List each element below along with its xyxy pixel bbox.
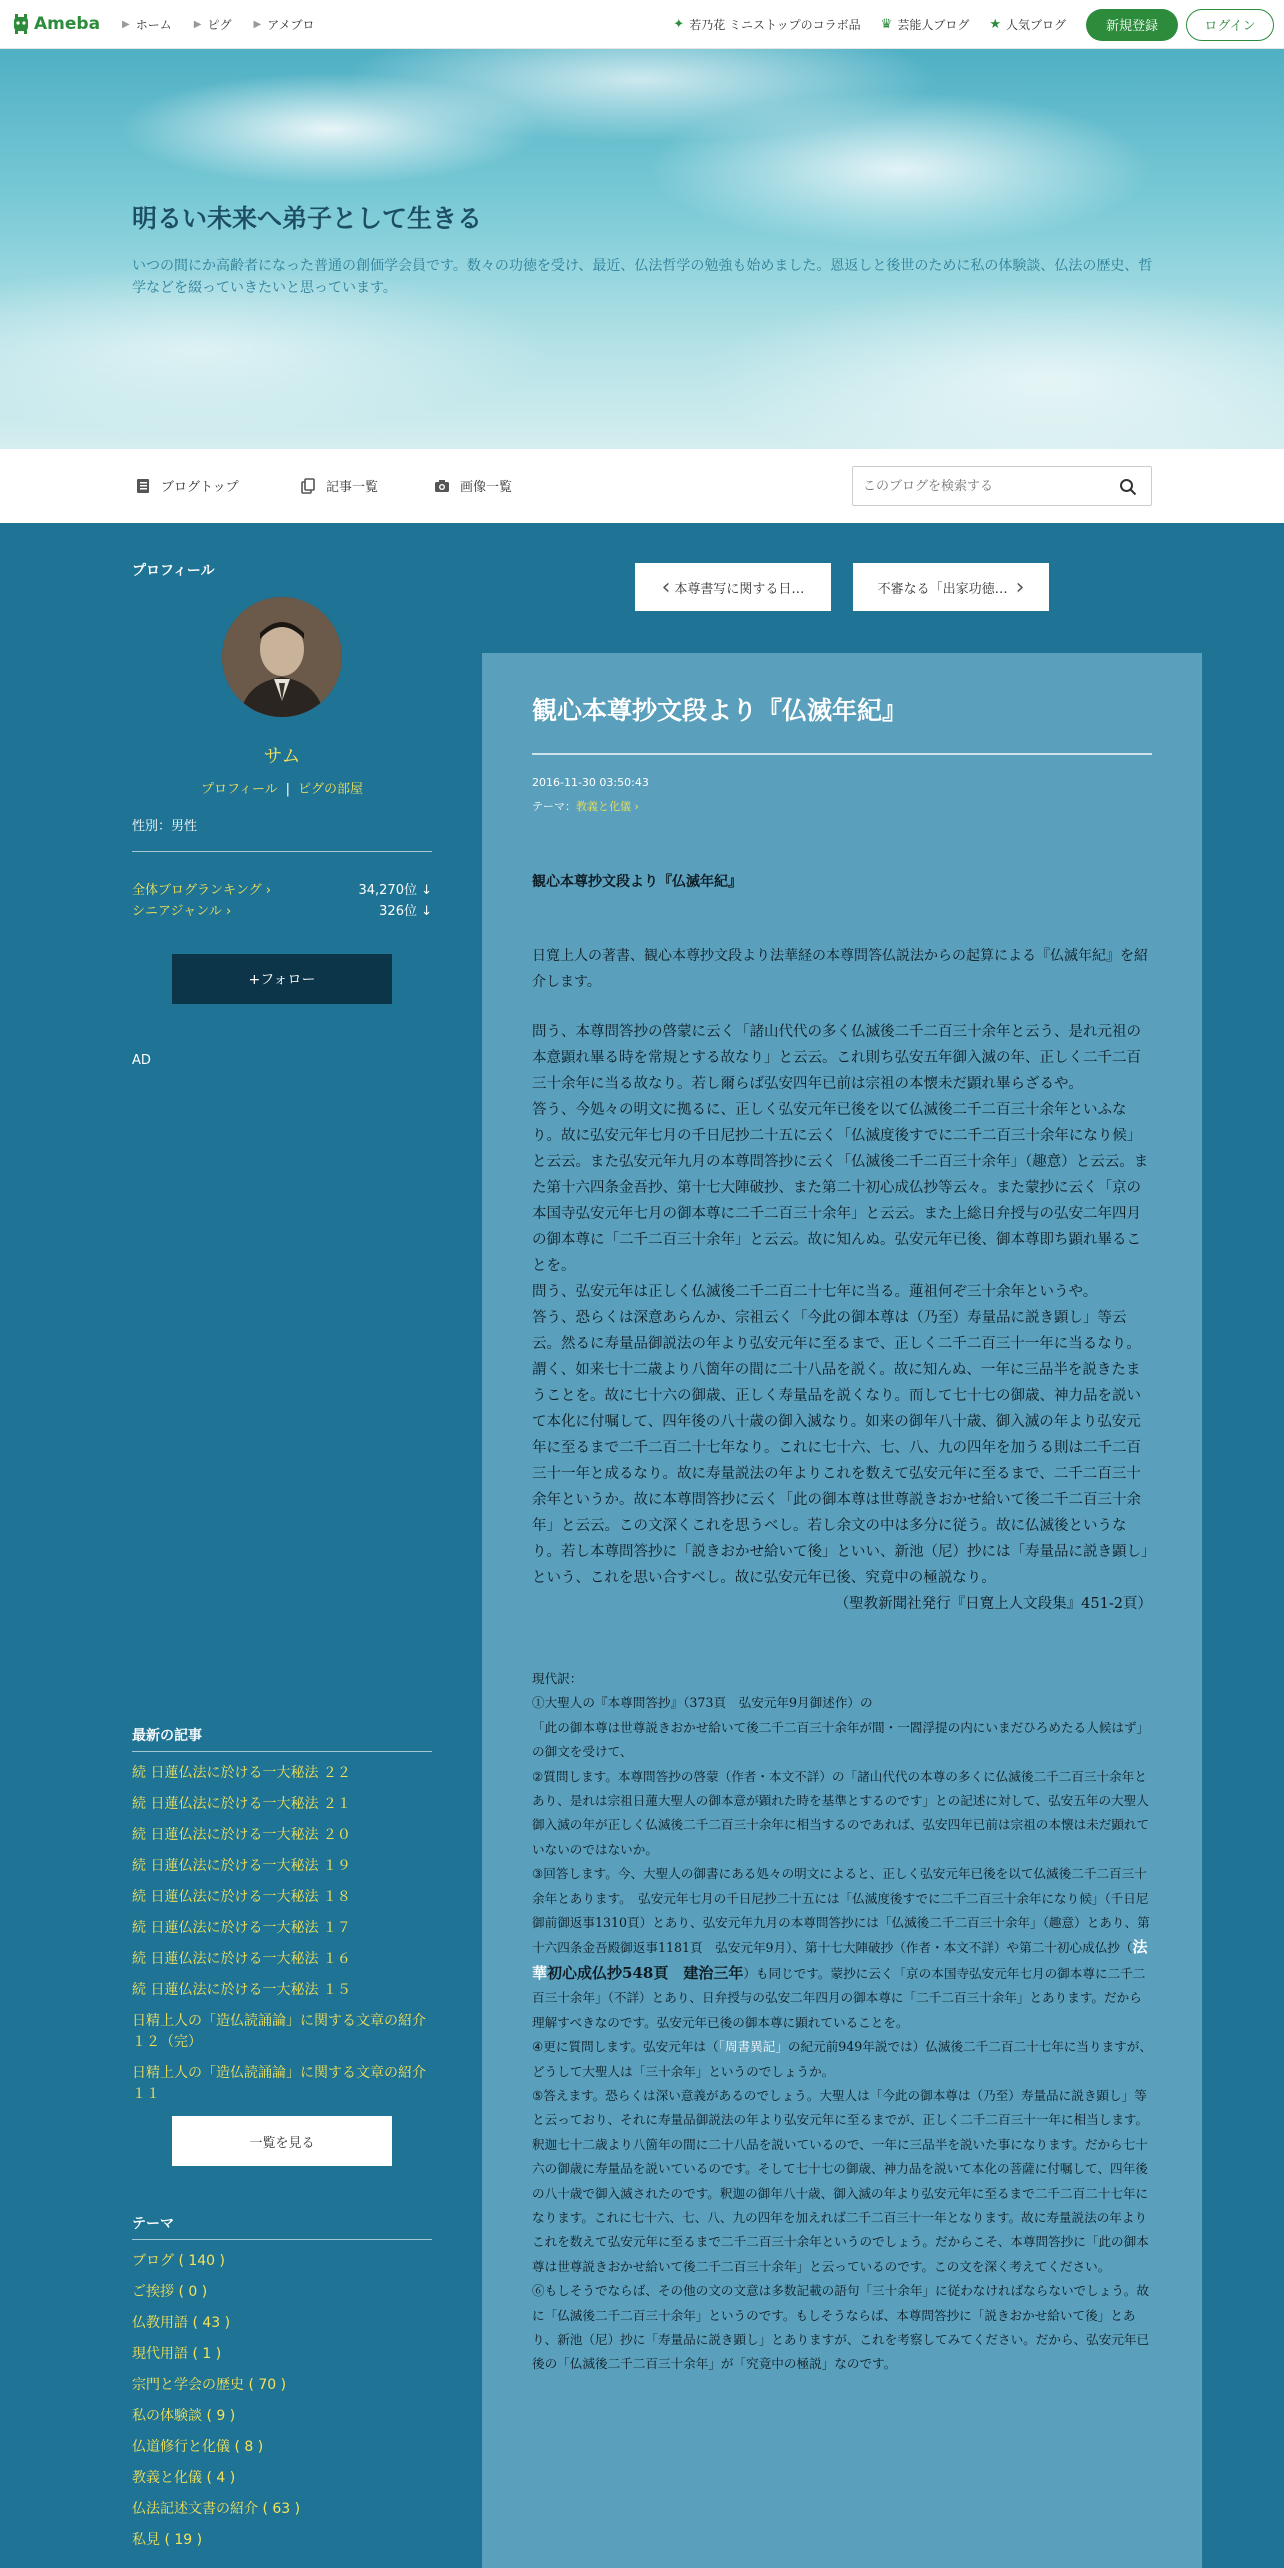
article-theme-value: 教義と化儀	[576, 800, 631, 813]
ranking-overall-link[interactable]: 全体ブログランキング ›	[132, 883, 271, 898]
ad-label: AD	[132, 1053, 151, 1068]
sparkle-icon: ✦	[673, 17, 685, 32]
recent-entry-link[interactable]: 続 日蓮仏法に於ける一大秘法 ２２	[132, 1765, 351, 1781]
menu-entry-list-label: 記事一覧	[326, 480, 379, 495]
theme-link[interactable]: ご挨拶 ( 0 )	[132, 2284, 208, 2300]
blog-description: いつの間にか高齢者になった普通の創価学会員です。数々の功徳を受け、最近、仏法哲学の勉強も始めました。恩返しと後世のために私の体験談、仏法の歴史、哲学などを綴っていきたいと思っています。	[132, 258, 1153, 296]
prev-entry-label: 本尊書写に関する日…	[674, 581, 805, 597]
nav-ameblo[interactable]	[253, 16, 314, 33]
nav-ameblo-label: アメブロ	[267, 17, 315, 32]
profile-links-separator: |	[285, 782, 291, 797]
ameba-logo[interactable]	[12, 14, 100, 34]
theme-link[interactable]: 仏教用語 ( 43 )	[132, 2315, 231, 2331]
crown-icon: ♛	[880, 17, 893, 32]
book-icon	[135, 478, 151, 494]
ranking-overall-label: 全体ブログランキング	[132, 883, 262, 898]
divider	[532, 753, 1152, 755]
ranking-row-senior	[132, 900, 432, 919]
recent-entry-link[interactable]: 続 日蓮仏法に於ける一大秘法 ２０	[132, 1827, 351, 1843]
article-title[interactable]: 観心本尊抄文段より『仏滅年紀』	[532, 696, 908, 725]
recent-entry-link[interactable]: 続 日蓮仏法に於ける一大秘法 １９	[132, 1858, 351, 1874]
chevron-right-icon: ›	[1015, 574, 1025, 600]
next-entry-button[interactable]	[853, 563, 1049, 611]
ranking-senior-link[interactable]: シニアジャンル ›	[132, 904, 232, 919]
profile-heading: プロフィール	[132, 563, 215, 579]
article-citation: （聖教新聞社発行『日寛上人文段集』451-2頁）	[834, 1596, 1152, 1612]
login-button[interactable]: ログイン	[1186, 9, 1274, 41]
theme-list	[132, 2251, 432, 2561]
article-intro: 日寛上人の著書、観心本尊抄文段より法華経の本尊問答仏説法からの起算による『仏滅年紀』を紹介します。	[532, 948, 1148, 990]
theme-link[interactable]: 教義と化儀 ( 4 )	[132, 2470, 236, 2486]
profile-gender: 性別：男性	[132, 819, 198, 834]
menu-blog-top-label: ブログトップ	[161, 480, 239, 495]
next-entry-label: 不審なる「出家功徳…	[877, 581, 1008, 597]
global-header	[0, 0, 1284, 49]
promo-collab-label: 若乃花 ミニストップのコラボ品	[689, 18, 861, 32]
theme-link[interactable]: 私見 ( 19 )	[132, 2532, 203, 2548]
article-theme-link[interactable]: 教義と化儀 ›	[576, 800, 639, 813]
article-subtitle: 観心本尊抄文段より『仏滅年紀』	[532, 874, 742, 890]
theme-link[interactable]: 現代用語 ( 1 )	[132, 2346, 222, 2362]
recent-entry-link[interactable]: 続 日蓮仏法に於ける一大秘法 ２１	[132, 1796, 351, 1812]
modern-translation-part: の紀元前949年説では）仏滅後二千二百二十七年に当りますが、どうして大聖人は「三十余年」というのでしょうか。 ⑤答えます。恐らくは深い意義があるのでしょう。大聖人は「今此の御本尊は（乃至）寿量品に説き顕し」等と云っており、それに寿量品御説法の年より弘安元年に至るまでが、正しく二千二百三十一年に相当します。釈迦七十二歳より八箇年の間に二十八品を説いているので、一年に三品半を説いた事になります。だから七十六の御歳に寿量品を説いているのです。そして七十七の御歳、神力品を説いて本化の菩薩に付嘱して、四年後の八十歳で御入滅されたのです。釈迦の御年八十歳、御入滅の年より弘安元年に至るまで二千二百二十七年になります。これに七十六、七、八、九の四年を加えれば二千二百三十一年となります。故に寿量説法の年よりこれを数えて弘安元年に至るまで二千二百三十余年というのでしょう。だからこそ、本尊問答抄に「此の御本尊は世尊説きおかせ給いて後二千二百三十余年」と云っているのです。この文を深く考えてください。 ⑥もしそうでならば、その他の文の文意は多数記載の語句「三十余年」に従わなければならないでしょう。故に「仏滅後二千二百三十余年」というのです。もしそうならば、本尊問答抄に「説きおかせ給いて後」とあり、新池（尼）抄に「寿量品に説き顕し」とありますが、これを考察してみてください。だから、弘安元年已後の「仏滅後二千二百三十余年」が「究竟中の極説」なのです。	[532, 2039, 1152, 2372]
copy-icon	[300, 478, 316, 494]
chevron-right-icon: ▶	[122, 18, 130, 30]
divider	[132, 2239, 432, 2240]
nav-home[interactable]	[122, 16, 172, 33]
recent-entry-link[interactable]: 続 日蓮仏法に於ける一大秘法 １６	[132, 1951, 351, 1967]
search-icon[interactable]	[1119, 478, 1137, 496]
article	[482, 653, 1202, 2568]
theme-heading: テーマ	[132, 2216, 174, 2232]
modern-translation-part: ）も同じです。蒙抄に云く「京の本国寺弘安元年七月の御本尊に二千二百三十余年」（不詳）とあり、日弁授与の弘安二年四月の御本尊に「二千二百三十余年」とあります。だから理解すべきなのです。弘安元年已後の御本尊に顕れていることを。 ④更に質問します。弘安元年は（	[532, 1965, 1146, 2055]
prev-entry-button[interactable]	[635, 563, 831, 611]
article-date: 2016-11-30 03:50:43	[532, 776, 649, 789]
promo-collab-link[interactable]	[673, 16, 860, 33]
blog-menu	[0, 449, 1284, 523]
recent-entry-link[interactable]: 続 日蓮仏法に於ける一大秘法 １８	[132, 1889, 351, 1905]
pig-room-link[interactable]: ピグの部屋	[298, 782, 364, 797]
blog-search-box	[852, 466, 1152, 506]
recent-entries-list	[132, 1763, 432, 2115]
nav-pigg-label: ピグ	[207, 17, 232, 32]
promo-celebrity-link[interactable]	[881, 16, 970, 33]
chevron-right-icon: ▶	[193, 18, 202, 30]
shusho-iki-link[interactable]: 「周書異記」	[718, 2039, 788, 2055]
avatar[interactable]	[222, 597, 342, 717]
see-all-entries-button[interactable]: 一覧を見る	[172, 2116, 392, 2166]
divider	[132, 851, 432, 852]
theme-link[interactable]: 仏法記述文書の紹介 ( 63 )	[132, 2501, 301, 2517]
ameba-mascot-icon	[12, 14, 30, 34]
article-body	[532, 871, 1152, 2377]
profile-name[interactable]: サム	[263, 745, 301, 767]
theme-link[interactable]: 私の体験談 ( 9 )	[132, 2408, 236, 2424]
promo-popular-label: 人気ブログ	[1005, 18, 1066, 32]
recent-entry-link[interactable]: 続 日蓮仏法に於ける一大秘法 １５	[132, 1982, 351, 1998]
recent-entry-link[interactable]: 日精上人の「造仏読誦論」に関する文章の紹介 １２（完）	[132, 2013, 426, 2050]
theme-link[interactable]: ブログ ( 140 )	[132, 2253, 225, 2269]
article-theme-label: テーマ：	[532, 800, 576, 813]
modern-highlight-bold: 初心成仏抄548頁 建治三年	[547, 1963, 744, 1982]
chevron-left-icon: ‹	[661, 574, 671, 600]
blog-header-banner	[0, 49, 1284, 449]
article-theme	[532, 798, 639, 814]
ranking-overall-value: 34,270位 ↓	[358, 883, 432, 898]
chevron-right-icon: ▶	[253, 18, 262, 30]
recent-entry-link[interactable]: 日精上人の「造仏読誦論」に関する文章の紹介 １１	[132, 2065, 426, 2102]
menu-image-list[interactable]	[434, 476, 512, 495]
menu-entry-list[interactable]	[300, 476, 378, 495]
modern-heading: 現代訳：	[532, 1671, 583, 1686]
blog-title[interactable]: 明るい未来へ弟子として生きる	[132, 204, 483, 233]
profile-link[interactable]: プロフィール	[200, 782, 278, 797]
star-icon: ★	[989, 17, 1001, 32]
ranking-senior-label: シニアジャンル	[132, 904, 222, 919]
modern-translation	[532, 1691, 1152, 2376]
blog-search-input[interactable]	[863, 479, 1113, 494]
modern-translation-part: ①大聖人の『本尊問答抄』（373頁 弘安元年9月御述作）の 「此の御本尊は世尊説きおかせ給いて後二千二百三十余年が間・一閻浮提の内にいまだひろめたる人候はず」 の御文を受けて、 ②質問します。本尊問答抄の啓蒙（作者・本文不詳）の「諸山代代の本尊の多くに仏滅後二千二百三十余年とあり、是れは宗祖日蓮大聖人の御本意が顕れた時を基準とするのです」との記述に対して、弘安五年の大聖人御入滅の年が正しく仏滅後二千二百三十余年に相当するのであれば、弘安四年已前は宗祖の本懐は未だ顕れていないのではないか。 ③回答します。今、大聖人の御書にある処々の明文によると、正しく弘安元年已後を以て仏滅後二千二百三十余年とあります。 弘安元年七月の千日尼抄二十五には「仏滅度後すでに二千二百三十余年になり候」（千日尼御前御返事1310頁）とあり、弘安元年九月の本尊問答抄には「仏滅後二千二百三十余年」（趣意）とあり、第十六四条金吾殿御返事1181頁 弘安元年9月）、第十七大陣破抄（作者・本文不詳）や第二十初心成仏抄（	[532, 1695, 1150, 1956]
ranking-row-overall	[132, 879, 432, 898]
theme-link[interactable]: 宗門と学会の歴史 ( 70 )	[132, 2377, 287, 2393]
recent-heading: 最新の記事	[132, 1728, 202, 1744]
nav-home-label: ホーム	[135, 17, 172, 32]
camera-icon	[434, 478, 450, 494]
follow-button[interactable]: +フォロー	[172, 954, 392, 1004]
ranking-senior-value: 326位 ↓	[379, 904, 432, 919]
article-main-text: 問う、本尊問答抄の啓蒙に云く「諸山代代の多く仏滅後二千二百三十余年と云う、是れ元祖の本意顕れ畢る時を常規とする故なり」と云云。これ則ち弘安五年御入滅の年、正しく二千二百三十余年に当る故なり。若し爾らば弘安四年已前は宗祖の本懐未だ顕れ畢らざるや。 答う、今処々の明文に拠るに、正しく弘安元年已後を以て仏滅後二千二百三十余年といふなり。故に弘安元年七月の千日尼抄二十五に云く「仏滅度後すでに二千二百三十余年になり候」と云云。また弘安元年九月の本尊問答抄に云く「仏滅後二千二百三十余年」（趣意）と云云。また第十六四条金吾抄、第十七大陣破抄、また第二十初心成仏抄等云々。また蒙抄に云く「京の本国寺弘安元年七月の御本尊に二千二百三十余年」と云云。また上総日弁授与の弘安二年四月の御本尊に「二千二百三十余年」と云云。故に知んぬ。弘安元年已後、御本尊即ち顕れ畢ることを。 問う、弘安元年は正しく仏滅後二千二百二十七年に当る。蓮祖何ぞ三十余年というや。 答う、恐らくは深意あらんか、宗祖云く「今此の御本尊は（乃至）寿量品に説き顕し」等云云。然るに寿量品御説法の年より弘安元年に至るまで、正しく二千二百三十一年に当るなり。謂く、如来七十二歳より八箇年の間に二十八品を説く。故に知んぬ、一年に三品半を説きたまうことを。故に七十六の御歳、正しく寿量品を説くなり。而して七十七の御歳、神力品を説いて本化に付嘱して、四年後の八十歳の御入滅なり。如来の御年八十歳、御入滅の年より弘安元年に至るまで二千二百二十七年なり。これに七十六、七、八、九の四年を加うる則は二千二百三十一年と成るなり。故に寿量説法の年よりこれを数えて弘安元年に至るまで、二千二百三十余年というか。故に本尊問答抄に云く「此の御本尊は世尊説きおかせ給いて後二千二百三十余年」と云云。この文深くこれを思うべし。若し余文の中は多分に従う。故に仏滅後というなり。若し本尊問答抄に「説きおかせ給いて後」といい、新池（尼）抄には「寿量品に説き顕し」という、これを思い合すべし。故に弘安元年已後、究竟中の極説なり。	[532, 1024, 1149, 1586]
menu-blog-top[interactable]	[135, 476, 239, 495]
nav-pigg[interactable]	[194, 16, 232, 33]
divider	[132, 1751, 432, 1752]
avatar-photo	[222, 597, 342, 717]
profile-links	[132, 778, 432, 797]
modern-highlight: 法華	[532, 1938, 1148, 1982]
register-button[interactable]: 新規登録	[1086, 9, 1178, 41]
menu-image-list-label: 画像一覧	[460, 480, 513, 495]
recent-entry-link[interactable]: 続 日蓮仏法に於ける一大秘法 １７	[132, 1920, 351, 1936]
ameba-logo-text: Ameba	[34, 14, 101, 34]
promo-celebrity-label: 芸能人ブログ	[897, 18, 970, 32]
header-actions	[673, 0, 1274, 49]
promo-popular-link[interactable]	[989, 16, 1066, 33]
theme-link[interactable]: 仏道修行と化儀 ( 8 )	[132, 2439, 264, 2455]
